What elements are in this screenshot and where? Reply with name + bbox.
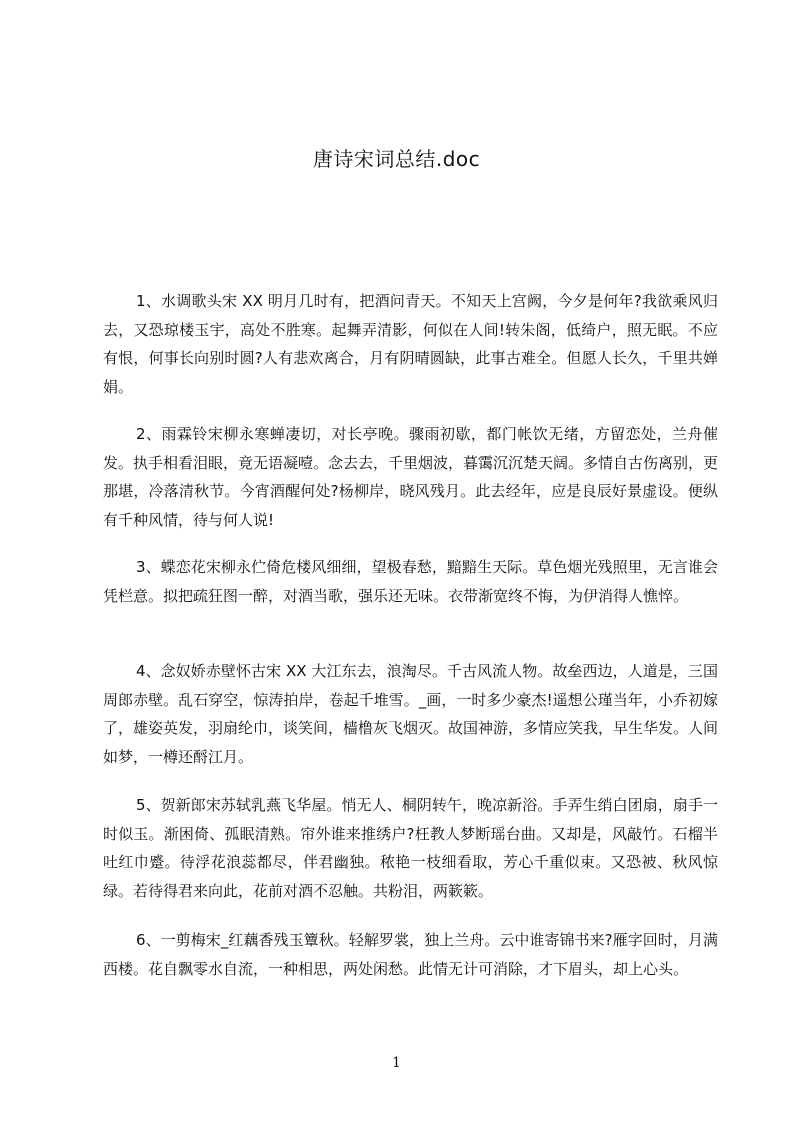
poem-paragraph-3: 3、蝶恋花宋柳永伫倚危楼风细细，望极春愁，黯黯生天际。草色烟光残照里，无言谁会凭栏意。拟把疏狂图一醉，对酒当歌，强乐还无味。衣带渐宽终不悔，为伊消得人憔悴。: [103, 558, 718, 605]
poem-paragraph-2: 2、雨霖铃宋柳永寒蝉凄切，对长亭晚。骤雨初歇，都门帐饮无绪，方留恋处，兰舟催发。执手相看泪眼，竟无语凝噎。念去去，千里烟波，暮霭沉沉楚天阔。多情自古伤离别，更那堪，冷落清秋节。今宵酒醒何处?杨柳岸，晓风残月。此去经年，应是良辰好景虚设。便纵有千种风情，待与何人说!: [103, 425, 719, 529]
poem-paragraph-1: 1、水调歌头宋 XX 明月几时有，把酒问青天。不知天上宫阙，今夕是何年?我欲乘风归去，又恐琼楼玉宇，高处不胜寒。起舞弄清影，何似在人间!转朱阁，低绮户，照无眠。不应有恨，何事长向别时圆?人有悲欢离合，月有阴晴圆缺，此事古难全。但愿人长久，千里共婵娟。: [103, 292, 718, 396]
poem-paragraph-4: 4、念奴娇赤壁怀古宋 XX 大江东去，浪淘尽。千古风流人物。故垒西边，人道是，三国周郎赤壁。乱石穿空，惊涛拍岸，卷起千堆雪。_画，一时多少豪杰!遥想公瑾当年，小乔初嫁了，雄姿英发，羽扇纶巾，谈笑间，樯橹灰飞烟灭。故国神游，多情应笑我，早生华发。人间如梦，一樽还酹江月。: [103, 662, 719, 766]
page-number: 1: [392, 1055, 401, 1071]
document-title: 唐诗宋词总结.doc: [312, 147, 481, 171]
poem-paragraph-5: 5、贺新郎宋苏轼乳燕飞华屋。悄无人、桐阴转午，晚凉新浴。手弄生绡白团扇，扇手一时似玉。渐困倚、孤眠清熟。帘外谁来推绣户?枉教人梦断瑶台曲。又却是，风敲竹。石榴半吐红巾蹙。待浮花浪蕊都尽，伴君幽独。秾艳一枝细看取，芳心千重似束。又恐被、秋风惊绿。若待得君来向此，花前对酒不忍触。共粉泪，两簌簌。: [103, 796, 718, 900]
poem-paragraph-6: 6、一剪梅宋_红藕香残玉簟秋。轻解罗裳，独上兰舟。云中谁寄锦书来?雁字回时，月满西楼。花自飘零水自流，一种相思，两处闲愁。此情无计可消除，才下眉头，却上心头。: [103, 931, 718, 978]
